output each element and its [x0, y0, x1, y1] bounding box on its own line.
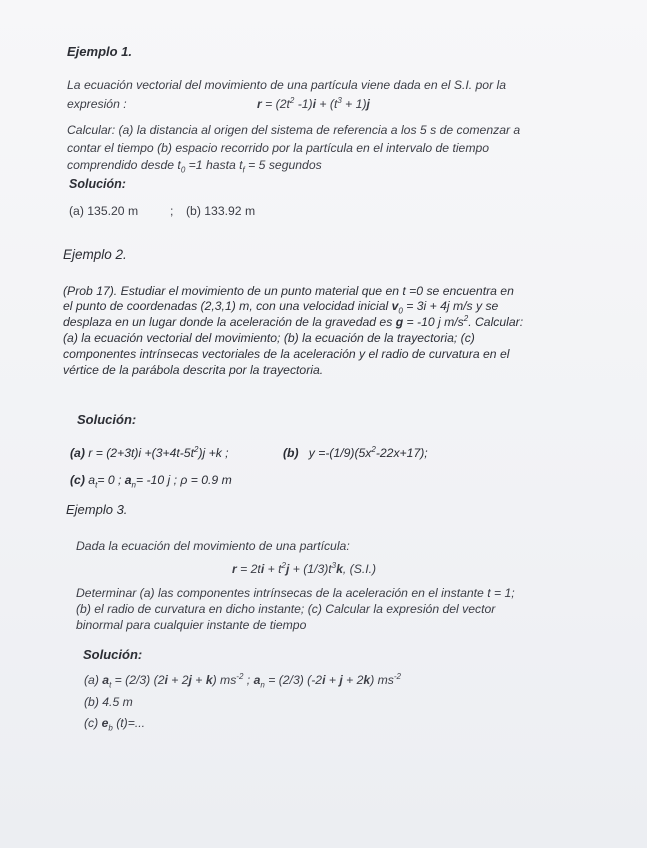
- ejemplo2-line5: componentes intrínsecas vectoriales de la aceleración y el radio de curvatura en el: [63, 347, 510, 361]
- ejemplo2-line3: desplaza en un lugar donde la aceleración de la gravedad es g = -10 j $m/s^2$. Calcular:: [63, 313, 524, 329]
- ejemplo3-equation: $r = 2ti + t^2j + (1/3)t^3k$, (S.I.): [232, 560, 377, 576]
- ejemplo1-task-line1: Calcular: (a) la distancia al origen del sistema de referencia a los 5 s de comenzar a: [67, 123, 521, 137]
- ejemplo1-task-line2: contar el tiempo (b) espacio recorrido por la partícula en el intervalo de tiempo: [67, 141, 490, 155]
- ejemplo1-task-line3: comprendido desde $t_0 =1$ hasta $t_f = 5$ segundos: [67, 158, 322, 175]
- ejemplo2-line4: (a) la ecuación vectorial del movimiento; (b) la ecuación de la trayectoria; (c): [63, 331, 475, 345]
- ejemplo1-intro-line2: expresión :: [67, 97, 127, 111]
- ejemplo3-intro: Dada la ecuación del movimiento de una partícula:: [76, 539, 350, 553]
- ejemplo3-solution-c: (c) $e_b$ (t)=...: [84, 716, 146, 733]
- ejemplo1-heading: Ejemplo 1.: [67, 44, 133, 59]
- ejemplo3-solution-label: Solución:: [83, 647, 143, 662]
- ejemplo3-heading: Ejemplo 3.: [66, 502, 128, 517]
- ejemplo3-task-line2: (b) el radio de curvatura en dicho instante; (c) Calcular la expresión del vector: [76, 602, 496, 616]
- ejemplo1-solution-label: Solución:: [69, 177, 126, 191]
- ejemplo2-heading: Ejemplo 2.: [63, 247, 127, 262]
- ejemplo1-answer-separator: ;: [170, 204, 174, 218]
- ejemplo1-answer-b: (b) 133.92 m: [186, 204, 256, 218]
- ejemplo3-task-line3: binormal para cualquier instante de tiempo: [76, 618, 307, 632]
- ejemplo1-answer-a: (a) 135.20 m: [69, 204, 139, 218]
- ejemplo2-solution-label: Solución:: [77, 412, 137, 427]
- ejemplo2-line6: vértice de la parábola descrita por la trayectoria.: [63, 363, 324, 377]
- ejemplo1-equation: $r = (2t^2$ $-1)i + (t^3 + 1)j$: [257, 95, 370, 111]
- ejemplo1-intro-line1: La ecuación vectorial del movimiento de una partícula viene dada en el S.I. por la: [67, 78, 507, 92]
- ejemplo3-task-line1: Determinar (a) las componentes intrínsecas de la aceleración en el instante t = 1;: [76, 586, 515, 600]
- ejemplo3-solution-a: (a) $a_t = (2/3) (2i + 2j + k)$ $ms^{-2}$ ; $a_n = (2/3) (-2i + j + 2k)$ $ms^{-2}$: [84, 671, 402, 690]
- ejemplo3-solution-b: (b) 4.5 m: [84, 695, 133, 709]
- ejemplo2-solution-b: (b) $y =-(1/9)(5x^2-22x+17)$;: [283, 444, 428, 460]
- ejemplo2-solution-a: (a) $r = (2+3t)i +(3+4t-5t^2)j +k$ ;: [70, 444, 229, 460]
- ejemplo2-line1: (Prob 17). Estudiar el movimiento de un punto material que en t =0 se encuentra en: [63, 284, 514, 298]
- ejemplo2-solution-c: (c) $a_t= 0$ ; $a_n= -10$ j ; ρ = 0.9 m: [70, 473, 232, 490]
- ejemplo2-line2: el punto de coordenadas (2,3,1) m, con una velocidad inicial $v_0 = 3i + 4j$ m/s y se: [63, 299, 499, 316]
